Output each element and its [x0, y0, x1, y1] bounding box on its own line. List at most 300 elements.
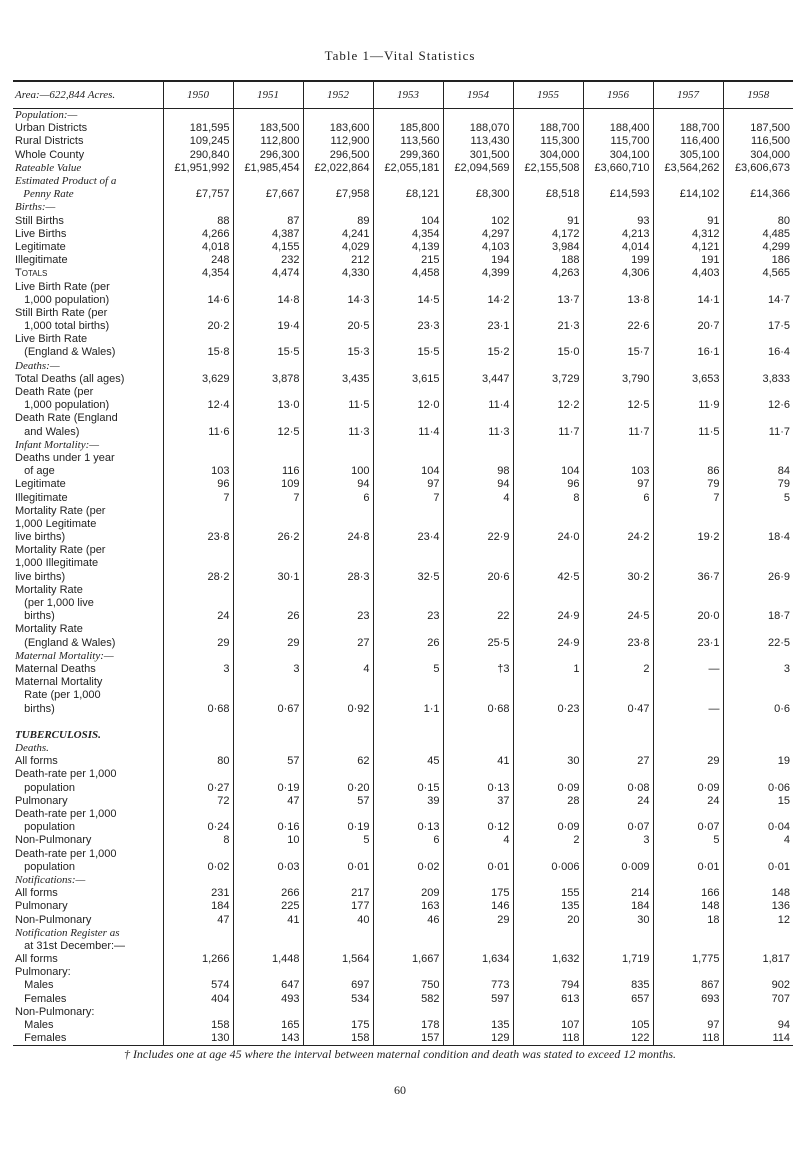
table-row [13, 584, 793, 597]
row-label: Notifications:— [15, 873, 86, 886]
table-cell: 1,448 [233, 953, 303, 966]
row-label: Births:— [15, 201, 56, 214]
table-row [13, 439, 793, 452]
table-row [13, 109, 793, 123]
table-cell: 96 [163, 478, 233, 491]
table-cell [723, 439, 793, 452]
table-cell [653, 584, 723, 597]
table-cell [653, 307, 723, 320]
table-cell [373, 927, 443, 940]
table-cell [303, 808, 373, 821]
table-cell [583, 742, 653, 755]
table-row [13, 544, 793, 557]
table-cell [303, 439, 373, 452]
header-year: 1956 [583, 81, 653, 109]
table-cell: 104 [373, 465, 443, 478]
row-label: Deaths. [15, 742, 49, 755]
table-row [13, 215, 793, 228]
table-cell [233, 623, 303, 636]
table-cell [443, 623, 513, 636]
table-cell: 2 [513, 834, 583, 847]
table-cell: 135 [443, 1019, 513, 1032]
table-cell: 112,900 [303, 135, 373, 148]
table-row [13, 637, 793, 650]
table-cell [373, 808, 443, 821]
table-cell [583, 544, 653, 557]
table-cell [443, 966, 513, 979]
row-label: Death-rate per 1,000 [15, 768, 117, 781]
table-cell: 6 [303, 491, 373, 504]
table-cell [303, 966, 373, 979]
table-cell: 24·2 [583, 531, 653, 544]
row-label: Urban Districts [15, 122, 88, 135]
table-cell [303, 729, 373, 742]
header-area: Area:—622,844 Acres. [13, 81, 163, 109]
table-cell: 47 [163, 913, 233, 926]
table-cell: 217 [303, 887, 373, 900]
table-row [13, 346, 793, 359]
table-cell [723, 689, 793, 702]
table-cell [163, 505, 233, 518]
table-cell: 4,387 [233, 228, 303, 241]
table-cell [233, 557, 303, 570]
table-cell [583, 307, 653, 320]
row-label: live births) [15, 570, 66, 583]
table-cell: 693 [653, 993, 723, 1006]
table-cell: 80 [723, 215, 793, 228]
table-cell: 0·16 [233, 821, 303, 834]
table-row [13, 848, 793, 861]
table-cell: 105 [583, 1019, 653, 1032]
table-cell [513, 518, 583, 531]
footnote: † Includes one at age 45 where the interval between maternal condition and death was stated to exceed 12 months. [123, 1047, 677, 1061]
table-cell: £7,958 [303, 188, 373, 201]
table-cell [513, 927, 583, 940]
table-row [13, 887, 793, 900]
table-cell [583, 966, 653, 979]
table-cell: 129 [443, 1032, 513, 1046]
table-cell: 304,000 [513, 149, 583, 162]
table-cell [513, 307, 583, 320]
table-cell [303, 412, 373, 425]
table-cell: 158 [303, 1032, 373, 1046]
table-cell: 15·8 [163, 346, 233, 359]
table-cell [163, 742, 233, 755]
table-cell [303, 109, 373, 123]
table-cell [723, 940, 793, 953]
table-cell: 26 [373, 637, 443, 650]
table-cell: 11·7 [513, 426, 583, 439]
table-cell: 0·92 [303, 702, 373, 715]
table-cell: 19·4 [233, 320, 303, 333]
row-label: of age [15, 465, 55, 478]
table-cell: 0·09 [513, 782, 583, 795]
table-cell [513, 623, 583, 636]
table-cell: 0·01 [723, 861, 793, 874]
table-cell: 146 [443, 900, 513, 913]
table-header-row [13, 81, 793, 109]
table-cell: 305,100 [653, 149, 723, 162]
table-row [13, 426, 793, 439]
table-cell [233, 439, 303, 452]
table-cell [233, 544, 303, 557]
table-cell: 8 [163, 834, 233, 847]
table-cell [163, 940, 233, 953]
table-cell: 0·09 [513, 821, 583, 834]
table-cell [163, 716, 233, 729]
table-cell: 163 [373, 900, 443, 913]
table-cell [163, 848, 233, 861]
table-cell: 112,800 [233, 135, 303, 148]
table-cell: 13·7 [513, 294, 583, 307]
row-label: Rural Districts [15, 135, 84, 148]
table-cell [233, 360, 303, 373]
table-row [13, 307, 793, 320]
table-row [13, 861, 793, 874]
table-cell [163, 927, 233, 940]
table-cell [513, 676, 583, 689]
table-cell [163, 544, 233, 557]
table-cell: 113,560 [373, 135, 443, 148]
table-cell: 0·02 [163, 861, 233, 874]
table-row [13, 821, 793, 834]
table-cell [653, 729, 723, 742]
table-row [13, 360, 793, 373]
table-cell: 30·2 [583, 571, 653, 584]
row-label: Rate (per 1,000 [15, 689, 101, 702]
table-cell: 6 [373, 834, 443, 847]
row-label: 1,000 Illegitimate [15, 557, 99, 570]
table-cell: 88 [163, 215, 233, 228]
table-cell: 29 [653, 755, 723, 768]
table-cell [443, 201, 513, 214]
table-row [13, 280, 793, 293]
table-cell [513, 280, 583, 293]
table-cell [443, 544, 513, 557]
table-cell [303, 518, 373, 531]
table-row [13, 940, 793, 953]
table-cell [373, 201, 443, 214]
table-cell: 8 [513, 491, 583, 504]
table-cell [723, 650, 793, 663]
table-cell [723, 175, 793, 188]
table-row [13, 228, 793, 241]
table-cell [513, 360, 583, 373]
table-cell [583, 927, 653, 940]
table-cell: 28·3 [303, 571, 373, 584]
table-cell: 0·07 [583, 821, 653, 834]
table-cell: 143 [233, 1032, 303, 1046]
table-cell [303, 742, 373, 755]
table-cell: 22·9 [443, 531, 513, 544]
table-cell: 574 [163, 979, 233, 992]
table-cell: 534 [303, 993, 373, 1006]
table-cell [303, 927, 373, 940]
table-cell [653, 360, 723, 373]
table-cell: 116 [233, 465, 303, 478]
table-row [13, 201, 793, 214]
table-cell [513, 689, 583, 702]
row-label: All forms [15, 887, 58, 900]
table-cell: 135 [513, 900, 583, 913]
table-cell: 296,300 [233, 149, 303, 162]
table-cell: 3,878 [233, 373, 303, 386]
table-cell: 750 [373, 979, 443, 992]
table-cell [233, 307, 303, 320]
table-cell: 7 [163, 491, 233, 504]
table-cell [373, 689, 443, 702]
table-row [13, 399, 793, 412]
table-cell [373, 557, 443, 570]
table-cell [163, 1006, 233, 1019]
table-cell: 24·5 [583, 610, 653, 623]
table-cell [513, 544, 583, 557]
table-cell [723, 505, 793, 518]
table-cell [443, 848, 513, 861]
table-cell [723, 742, 793, 755]
table-cell: 20·0 [653, 610, 723, 623]
row-label: Pulmonary [15, 794, 68, 807]
table-cell: 5 [723, 491, 793, 504]
row-label: births) [15, 702, 55, 715]
table-cell [723, 280, 793, 293]
table-cell [513, 333, 583, 346]
table-cell [583, 716, 653, 729]
table-cell: 109,245 [163, 135, 233, 148]
table-row [13, 531, 793, 544]
table-cell: 597 [443, 993, 513, 1006]
table-row [13, 1032, 793, 1046]
table-cell [583, 333, 653, 346]
table-cell: 19 [723, 755, 793, 768]
table-row [13, 333, 793, 346]
table-cell: 28 [513, 795, 583, 808]
table-cell: 97 [653, 1019, 723, 1032]
table-cell [653, 650, 723, 663]
table-row [13, 795, 793, 808]
table-row [13, 729, 793, 742]
table-cell: 29 [233, 637, 303, 650]
table-cell [373, 874, 443, 887]
row-label: births) [15, 610, 55, 623]
table-cell: 3,729 [513, 373, 583, 386]
table-cell [373, 544, 443, 557]
table-cell: 62 [303, 755, 373, 768]
table-cell [233, 201, 303, 214]
table-cell [653, 808, 723, 821]
table-cell [303, 1006, 373, 1019]
table-row [13, 993, 793, 1006]
table-cell [513, 201, 583, 214]
table-cell: 304,100 [583, 149, 653, 162]
table-cell: 103 [583, 465, 653, 478]
table-cell [373, 768, 443, 781]
table-cell [373, 742, 443, 755]
table-cell: 188,400 [583, 122, 653, 135]
table-cell: 3 [583, 834, 653, 847]
row-label: Females [15, 992, 67, 1005]
table-cell: 0·24 [163, 821, 233, 834]
row-label: Pulmonary: [15, 966, 71, 979]
table-cell [723, 360, 793, 373]
table-cell: 4,155 [233, 241, 303, 254]
table-cell [303, 597, 373, 610]
table-cell [303, 452, 373, 465]
table-cell [653, 623, 723, 636]
table-row [13, 650, 793, 663]
table-cell [653, 109, 723, 123]
table-row [13, 716, 793, 729]
table-cell: 4,121 [653, 241, 723, 254]
table-cell [303, 201, 373, 214]
table-cell: 11·6 [163, 426, 233, 439]
table-cell [303, 676, 373, 689]
table-cell: 4,018 [163, 241, 233, 254]
table-cell [443, 333, 513, 346]
table-cell: £8,300 [443, 188, 513, 201]
table-cell: 4,103 [443, 241, 513, 254]
table-cell: 0·68 [163, 702, 233, 715]
table-cell: 94 [303, 478, 373, 491]
table-row [13, 623, 793, 636]
table-cell [583, 175, 653, 188]
table-cell: 7 [653, 491, 723, 504]
table-cell [443, 742, 513, 755]
table-cell: 0·006 [513, 861, 583, 874]
table-cell: 902 [723, 979, 793, 992]
table-cell: 22 [443, 610, 513, 623]
table-row [13, 175, 793, 188]
table-cell: 773 [443, 979, 513, 992]
row-label: Deaths under 1 year [15, 451, 115, 464]
table-cell: 4 [723, 834, 793, 847]
row-label: Mortality Rate (per [15, 504, 106, 517]
table-cell [723, 544, 793, 557]
table-cell: 102 [443, 215, 513, 228]
table-cell: 4,354 [163, 267, 233, 280]
row-label: Whole County [15, 148, 85, 161]
table-cell [163, 307, 233, 320]
table-cell [653, 768, 723, 781]
table-cell [653, 1006, 723, 1019]
table-cell: 24 [583, 795, 653, 808]
table-cell: 4,306 [583, 267, 653, 280]
table-cell: £3,660,710 [583, 162, 653, 175]
table-cell: 4,263 [513, 267, 583, 280]
table-cell: 97 [373, 478, 443, 491]
table-cell [233, 676, 303, 689]
table-cell: 24·0 [513, 531, 583, 544]
table-cell: 15·3 [303, 346, 373, 359]
table-cell [303, 505, 373, 518]
table-cell [583, 650, 653, 663]
row-label: Infant Mortality:— [15, 438, 100, 451]
table-cell: 1·1 [373, 702, 443, 715]
table-cell: 0·01 [303, 861, 373, 874]
table-cell [373, 386, 443, 399]
table-cell [233, 927, 303, 940]
table-cell: 4,565 [723, 267, 793, 280]
table-cell [513, 940, 583, 953]
table-cell: 0·03 [233, 861, 303, 874]
table-cell: 148 [653, 900, 723, 913]
table-cell: 89 [303, 215, 373, 228]
table-cell [583, 505, 653, 518]
row-label: population [15, 860, 75, 873]
row-label: Males [15, 1019, 54, 1032]
table-cell [163, 808, 233, 821]
table-cell: 12·5 [233, 426, 303, 439]
table-cell: 10 [233, 834, 303, 847]
table-cell [163, 386, 233, 399]
table-cell: 118 [653, 1032, 723, 1046]
table-cell [723, 201, 793, 214]
table-cell: 13·8 [583, 294, 653, 307]
table-cell: 7 [233, 491, 303, 504]
table-cell [163, 412, 233, 425]
table-cell: 0·09 [653, 782, 723, 795]
table-cell: 5 [303, 834, 373, 847]
table-cell [513, 557, 583, 570]
table-cell [653, 505, 723, 518]
table-cell [583, 689, 653, 702]
table-cell [583, 360, 653, 373]
table-cell: 16·1 [653, 346, 723, 359]
table-cell [513, 966, 583, 979]
table-cell: 20·2 [163, 320, 233, 333]
table-cell [723, 333, 793, 346]
table-cell: 20 [513, 913, 583, 926]
table-cell: 4,297 [443, 228, 513, 241]
table-cell: 155 [513, 887, 583, 900]
table-cell: 57 [303, 795, 373, 808]
table-cell [583, 940, 653, 953]
table-cell [653, 518, 723, 531]
table-cell [233, 333, 303, 346]
table-cell: 1,564 [303, 953, 373, 966]
table-cell [373, 439, 443, 452]
table-cell: 14·1 [653, 294, 723, 307]
table-cell [513, 597, 583, 610]
table-cell [723, 768, 793, 781]
table-cell [583, 874, 653, 887]
table-cell [723, 927, 793, 940]
row-label: Non-Pulmonary: [15, 1005, 95, 1018]
table-cell: — [653, 702, 723, 715]
table-cell [443, 768, 513, 781]
row-label: Live Births [15, 227, 67, 240]
table-cell: 4,312 [653, 228, 723, 241]
row-label: live births) [15, 531, 66, 544]
table-cell: 130 [163, 1032, 233, 1046]
table-cell: 4,485 [723, 228, 793, 241]
table-row [13, 1019, 793, 1032]
table-cell [373, 333, 443, 346]
table-cell [513, 109, 583, 123]
table-cell [723, 729, 793, 742]
row-label: Death-rate per 1,000 [15, 808, 117, 821]
table-cell: 12·5 [583, 399, 653, 412]
table-cell: 3,435 [303, 373, 373, 386]
row-label: Pulmonary [15, 900, 68, 913]
table-cell: 647 [233, 979, 303, 992]
table-cell: £1,951,992 [163, 162, 233, 175]
table-cell: 11·9 [653, 399, 723, 412]
table-cell [233, 742, 303, 755]
table-cell [513, 768, 583, 781]
table-cell: 15 [723, 795, 793, 808]
table-cell: 4,241 [303, 228, 373, 241]
